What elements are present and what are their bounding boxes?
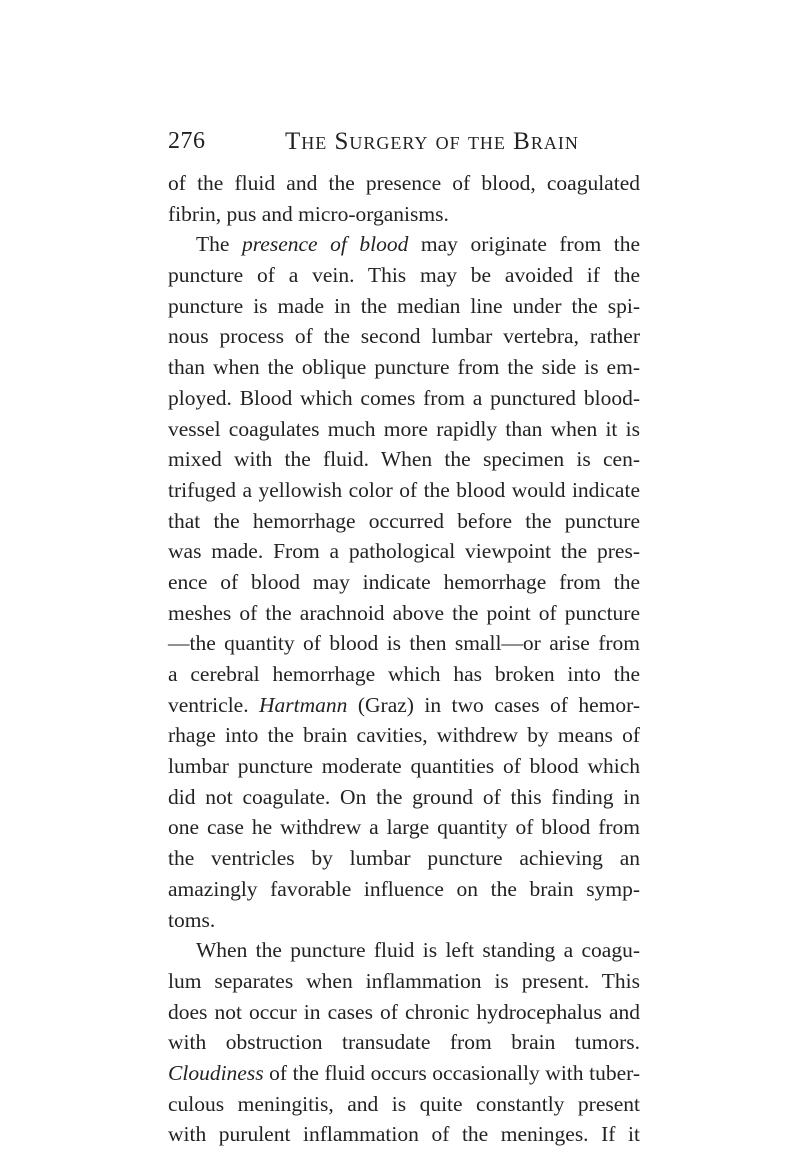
text-segment: ventricle.: [168, 692, 260, 717]
text-line: [168, 506, 640, 537]
text-segment: lumbar puncture moderate quantities of blood which: [168, 754, 640, 779]
text-segment: of the fluid and the presence of blood, coagulated: [168, 171, 640, 195]
text-segment: of the fluid occurs occasionally with tuber-: [263, 1060, 640, 1085]
text-line: [168, 997, 640, 1028]
text-line: [168, 260, 640, 291]
text-segment: When the puncture fluid is left standing a coagu-: [196, 938, 640, 963]
text-segment: ence of blood may indicate hemorrhage from the: [168, 569, 640, 594]
text-line: [168, 1058, 640, 1089]
text-line: [168, 199, 640, 230]
text-line: [168, 935, 640, 966]
text-segment: ployed. Blood which comes from a punctured blood-: [168, 385, 640, 410]
page-number: 276: [168, 128, 206, 154]
text-segment: one case he withdrew a large quantity of blood from: [168, 815, 640, 840]
text-segment: culous meningitis, and is quite constantly present: [168, 1091, 640, 1116]
page-header: [168, 128, 668, 162]
text-line: [168, 1027, 640, 1058]
text-segment: a cerebral hemorrhage which has broken into the: [168, 662, 640, 686]
text-segment: —the quantity of blood is then small—or arise from: [168, 631, 640, 656]
text-segment: fibrin, pus and micro-organisms.: [168, 201, 449, 226]
text-segment: does not occur in cases of chronic hydrocephalus and: [168, 999, 640, 1024]
italic-text: Hartmann: [259, 692, 348, 717]
text-line: [168, 321, 640, 352]
text-segment: lum separates when inflammation is present. This: [168, 968, 640, 993]
text-segment: than when the oblique puncture from the side is em-: [168, 355, 640, 380]
text-segment: the ventricles by lumbar puncture achieving an: [168, 846, 640, 871]
text-segment: rhage into the brain cavities, withdrew by means of: [168, 723, 640, 748]
text-line: [168, 843, 640, 874]
text-line: [168, 812, 640, 843]
text-segment: puncture is made in the median line under the spi-: [168, 293, 640, 318]
text-line: [168, 1119, 640, 1150]
text-line: [168, 1089, 640, 1120]
italic-text: Cloudiness: [168, 1060, 264, 1085]
text-line: [168, 168, 640, 199]
italic-text: presence of blood: [241, 232, 409, 257]
text-line: [168, 720, 640, 751]
text-segment: that the hemorrhage occurred before the puncture: [168, 508, 640, 533]
text-segment: meshes of the arachnoid above the point of puncture: [168, 600, 640, 625]
text-line: [168, 782, 640, 813]
text-segment: was made. From a pathological viewpoint the pres-: [168, 539, 640, 564]
text-segment: with obstruction transudate from brain tumors.: [168, 1030, 640, 1055]
text-line: [168, 628, 640, 659]
text-segment: vessel coagulates much more rapidly than when it is: [168, 416, 640, 441]
text-line: [168, 536, 640, 567]
text-line: [168, 475, 640, 506]
text-segment: The: [196, 232, 242, 257]
text-line: [168, 874, 640, 905]
text-line: [168, 690, 640, 721]
text-line: [168, 751, 640, 782]
text-line: [168, 229, 640, 260]
running-head: The Surgery of the Brain: [285, 128, 579, 155]
text-line: [168, 444, 640, 475]
text-segment: with purulent inflammation of the meninges. If it: [168, 1122, 640, 1147]
text-segment: nous process of the second lumbar vertebra, rather: [168, 324, 640, 349]
text-segment: trifuged a yellowish color of the blood would indicate: [168, 477, 640, 502]
text-line: [168, 567, 640, 598]
text-line: [168, 659, 640, 690]
text-line: [168, 414, 640, 445]
text-segment: toms.: [168, 907, 216, 932]
text-line: [168, 905, 640, 936]
text-line: [168, 291, 640, 322]
text-segment: (Graz) in two cases of hemor-: [347, 692, 640, 717]
text-line: [168, 966, 640, 997]
text-segment: puncture of a vein. This may be avoided if the: [168, 263, 640, 288]
body-text: [168, 168, 640, 1150]
text-segment: amazingly favorable influence on the brain symp-: [168, 876, 640, 901]
text-segment: may originate from the: [408, 232, 640, 257]
text-segment: mixed with the fluid. When the specimen is cen-: [168, 447, 640, 472]
text-line: [168, 352, 640, 383]
text-segment: did not coagulate. On the ground of this finding in: [168, 784, 640, 809]
text-line: [168, 383, 640, 414]
text-line: [168, 598, 640, 629]
